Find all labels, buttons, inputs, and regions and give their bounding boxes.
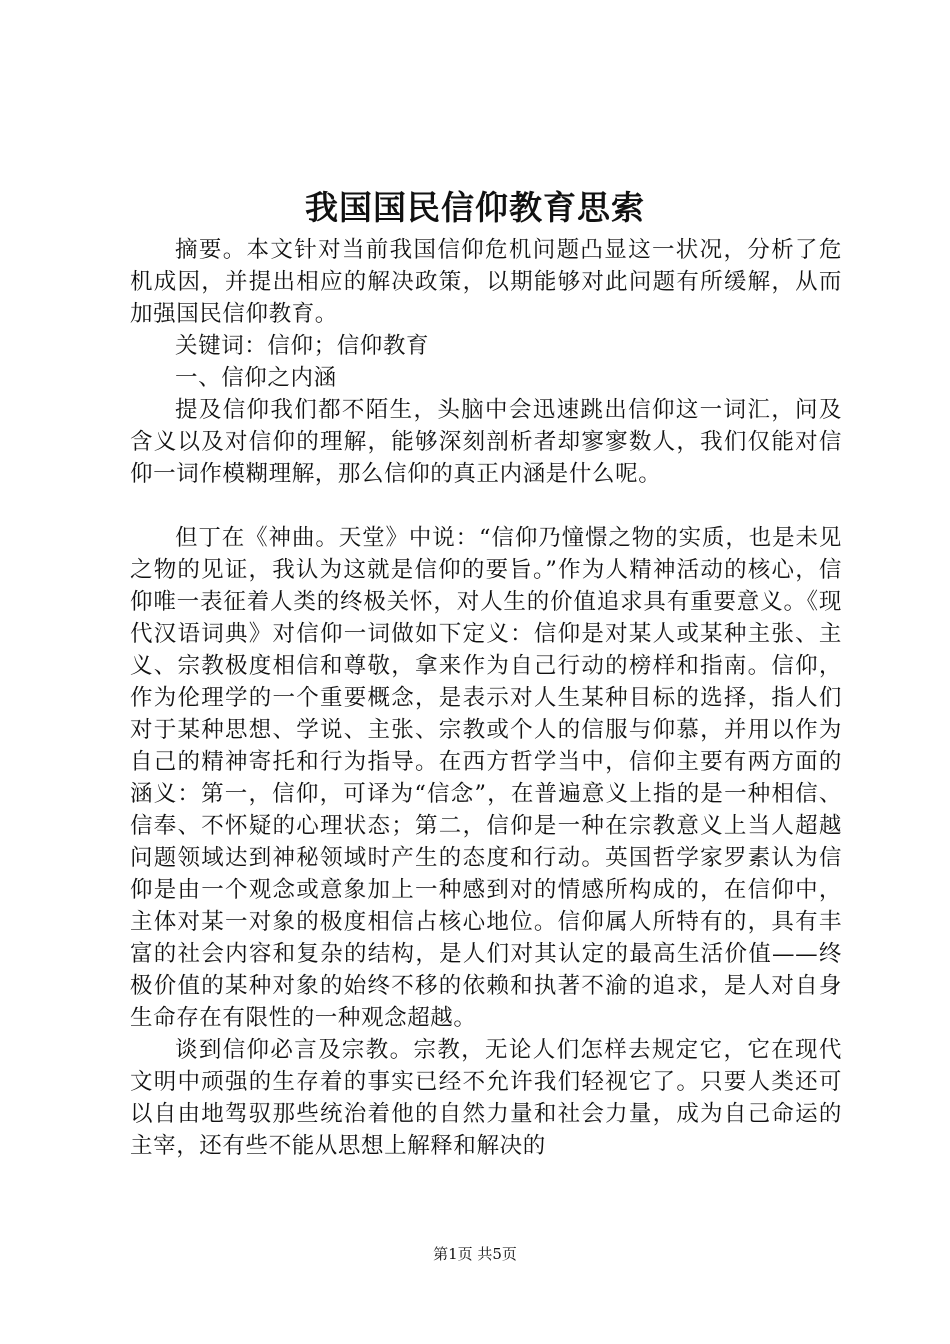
document-body <box>130 234 842 1162</box>
keywords-line: 关键词：信仰；信仰教育 <box>175 333 430 359</box>
abstract-paragraph: 摘要。本文针对当前我国信仰危机问题凸显这一状况，分析了危机成因，并提出相应的解决政策，以期能够对此问题有所缓解，从而加强国民信仰教育。 <box>130 237 842 327</box>
body-paragraph: 提及信仰我们都不陌生，头脑中会迅速跳出信仰这一词汇，问及含义以及对信仰的理解，能够深刻剖析者却寥寥数人，我们仅能对信仰一词作模糊理解，那么信仰的真正内涵是什么呢。 <box>130 397 842 487</box>
section-heading: 一、信仰之内涵 <box>175 365 337 391</box>
body-paragraph: 但丁在《神曲。天堂》中说：“信仰乃憧憬之物的实质，也是未见之物的见证，我认为这就是信仰的要旨。”作为人精神活动的核心，信仰唯一表征着人类的终极关怀，对人生的价值追求具有重要意义。《现代汉语词典》对信仰一词做如下定义：信仰是对某人或某种主张、主义、宗教极度相信和尊敬，拿来作为自己行动的榜样和指南。信仰，作为伦理学的一个重要概念，是表示对人生某种目标的选择，指人们对于某种思想、学说、主张、宗教或个人的信服与仰慕，并用以作为自己的精神寄托和行为指导。在西方哲学当中，信仰主要有两方面的涵义：第一，信仰，可译为“信念”，在普遍意义上指的是一种相信、信奉、不怀疑的心理状态；第二，信仰是一种在宗教意义上当人超越问题领域达到神秘领域时产生的态度和行动。英国哲学家罗素认为信仰是由一个观念或意象加上一种感到对的情感所构成的，在信仰中，主体对某一对象的极度相信占核心地位。信仰属人所特有的，具有丰富的社会内容和复杂的结构，是人们对其认定的最高生活价值——终极价值的某种对象的始终不移的依赖和执著不渝的追求，是人对自身生命存在有限性的一种观念超越。 <box>130 525 842 1031</box>
page-number-footer: 第1页 共5页 <box>433 1245 517 1263</box>
body-paragraph: 谈到信仰必言及宗教。宗教，无论人们怎样去规定它，它在现代文明中顽强的生存着的事实已经不允许我们轻视它了。只要人类还可以自由地驾驭那些统治着他的自然力量和社会力量，成为自己命运的主宰，还有些不能从思想上解释和解决的 <box>130 1037 842 1159</box>
paragraph-spacer <box>130 490 842 522</box>
document-title: 我国国民信仰教育思索 <box>305 188 645 227</box>
